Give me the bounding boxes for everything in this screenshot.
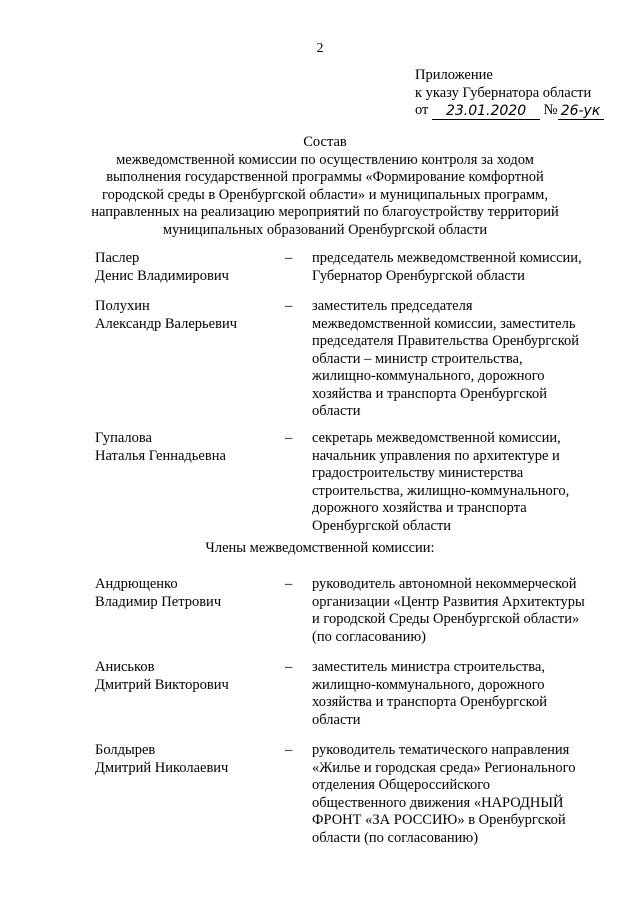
heading-line: межведомственной комиссии по осуществлению контроля за ходом bbox=[116, 151, 534, 168]
number-prefix: № bbox=[543, 102, 558, 118]
member-role bbox=[312, 659, 612, 729]
role-line: области bbox=[312, 711, 361, 728]
role-line: градостроительству министерства bbox=[312, 465, 524, 481]
role-line: отделения Общероссийского bbox=[312, 777, 491, 793]
member-name bbox=[95, 659, 285, 694]
appendix-block bbox=[415, 67, 635, 120]
member-given-name: Денис Владимирович bbox=[95, 267, 229, 284]
member-surname: Полухин bbox=[95, 298, 150, 314]
role-line: дорожного хозяйства и транспорта bbox=[312, 500, 527, 516]
heading-line: выполнения государственной программы «Формирование комфортной bbox=[106, 169, 544, 185]
role-line: ФРОНТ «ЗА РОССИЮ» в Оренбургской bbox=[312, 812, 566, 828]
role-line: межведомственной комиссии, заместитель bbox=[312, 315, 576, 332]
role-line: «Жилье и городская среда» Регионального bbox=[312, 759, 576, 776]
member-surname: Болдырев bbox=[95, 742, 156, 758]
role-line: и городской Среды Оренбургской области» bbox=[312, 611, 580, 627]
role-line: председатель межведомственной комиссии, bbox=[312, 250, 582, 266]
role-line: хозяйства и транспорта Оренбургской bbox=[312, 694, 547, 710]
dash: – bbox=[285, 576, 293, 592]
number-field: 26-ук bbox=[558, 103, 604, 120]
member-given-name: Александр Валерьевич bbox=[95, 315, 237, 332]
appendix-title: Приложение bbox=[415, 67, 493, 83]
dash: – bbox=[285, 298, 293, 314]
role-line: заместитель министра строительства, bbox=[312, 659, 545, 675]
member-name bbox=[95, 430, 285, 465]
dash: – bbox=[285, 742, 293, 758]
heading-line: направленных на реализацию мероприятий по благоустройству территорий bbox=[91, 204, 559, 220]
role-line: области (по согласованию) bbox=[312, 829, 479, 846]
member-given-name: Владимир Петрович bbox=[95, 593, 222, 610]
role-line: жилищно-коммунального, дорожного bbox=[312, 676, 545, 693]
appendix-decree-line: к указу Губернатора области bbox=[415, 84, 592, 101]
member-surname: Андрющенко bbox=[95, 576, 178, 592]
role-line: руководитель тематического направления bbox=[312, 742, 570, 758]
member-given-name: Наталья Геннадьевна bbox=[95, 447, 226, 464]
role-line: (по согласованию) bbox=[312, 628, 426, 645]
role-line: начальник управления по архитектуре и bbox=[312, 447, 560, 464]
member-given-name: Дмитрий Викторович bbox=[95, 676, 229, 693]
dash: – bbox=[285, 250, 293, 266]
role-line: секретарь межведомственной комиссии, bbox=[312, 430, 561, 446]
role-line: Оренбургской области bbox=[312, 517, 452, 534]
member-name bbox=[95, 576, 285, 611]
page-number: 2 bbox=[316, 41, 324, 56]
role-line: строительства, жилищно-коммунального, bbox=[312, 482, 570, 499]
members-heading: Члены межведомственной комиссии: bbox=[205, 540, 435, 556]
member-surname: Гупалова bbox=[95, 430, 152, 446]
heading-title: Состав bbox=[303, 134, 347, 150]
member-surname: Аниськов bbox=[95, 659, 155, 675]
role-line: руководитель автономной некоммерческой bbox=[312, 576, 577, 592]
role-line: организации «Центр Развития Архитектуры bbox=[312, 593, 585, 610]
member-given-name: Дмитрий Николаевич bbox=[95, 759, 229, 776]
document-heading bbox=[60, 134, 590, 239]
date-field: 23.01.2020 bbox=[432, 103, 540, 120]
dash: – bbox=[285, 430, 293, 446]
date-prefix: от bbox=[415, 102, 429, 118]
member-name bbox=[95, 742, 285, 777]
member-role bbox=[312, 576, 612, 646]
member-name bbox=[95, 298, 285, 333]
role-line: заместитель председателя bbox=[312, 298, 473, 314]
appendix-date-line bbox=[415, 102, 635, 120]
member-surname: Паслер bbox=[95, 250, 140, 266]
member-role bbox=[312, 250, 612, 285]
member-role bbox=[312, 298, 612, 421]
role-line: Губернатор Оренбургской области bbox=[312, 267, 525, 284]
member-role bbox=[312, 742, 612, 847]
dash: – bbox=[285, 659, 293, 675]
role-line: области – министр строительства, bbox=[312, 350, 523, 367]
role-line: жилищно-коммунального, дорожного bbox=[312, 368, 545, 384]
heading-line: городской среды в Оренбургской области» и муниципальных программ, bbox=[101, 186, 548, 203]
role-line: хозяйства и транспорта Оренбургской bbox=[312, 385, 547, 402]
role-line: председателя Правительства Оренбургской bbox=[312, 333, 580, 349]
role-line: области bbox=[312, 403, 361, 419]
heading-line: муниципальных образований Оренбургской области bbox=[162, 221, 488, 238]
member-role bbox=[312, 430, 612, 535]
role-line: общественного движения «НАРОДНЫЙ bbox=[312, 794, 564, 811]
member-name bbox=[95, 250, 285, 285]
